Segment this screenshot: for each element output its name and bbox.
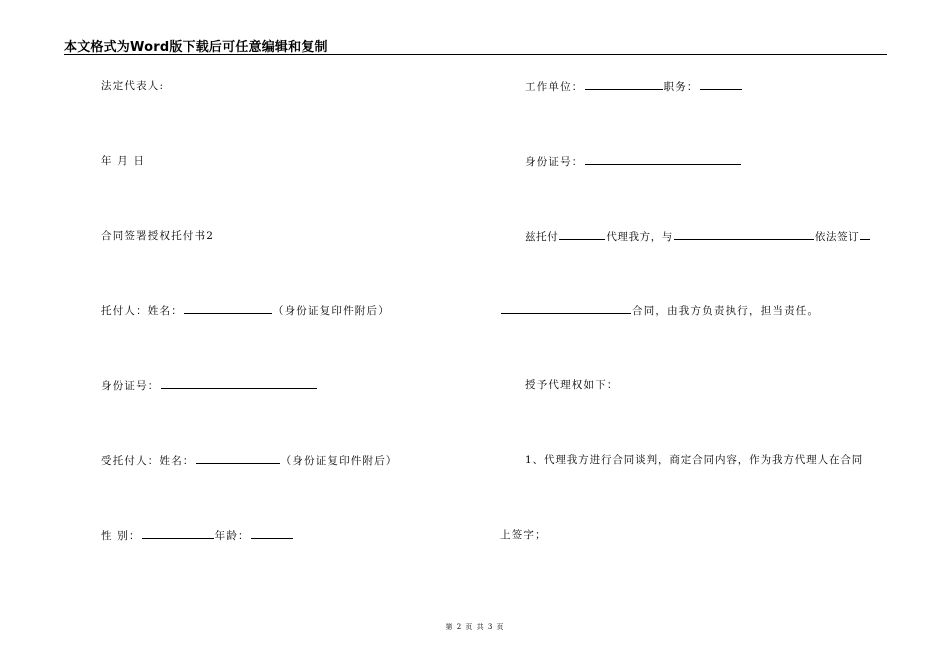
agent-id-label: 身份证号： <box>525 156 584 168</box>
authority-item-1: 1、代理我方进行合同谈判，商定合同内容，作为我方代理人在合同 <box>525 454 864 466</box>
principal-name-blank <box>184 303 272 314</box>
entrust-agent-text: 代理我方，与 <box>606 231 673 243</box>
position-blank <box>700 79 742 90</box>
position-label: 职务： <box>663 81 699 93</box>
agent-name-blank <box>196 453 280 464</box>
page-footer: 第 2 页 共 3 页 <box>445 623 505 631</box>
document-title: 合同签署授权托付书2 <box>101 230 215 242</box>
counterparty-blank <box>674 229 814 240</box>
age-blank <box>251 528 293 539</box>
agent-name-label: 受托付人：姓名： <box>101 455 195 467</box>
trailing-blank <box>860 229 870 240</box>
contract-line <box>500 303 819 318</box>
agent-id-blank <box>585 154 741 165</box>
entrust-label: 兹托付 <box>525 231 559 243</box>
authority-item-1-continued: 上签字； <box>500 529 547 541</box>
work-unit-line <box>525 79 743 94</box>
entrust-line <box>525 229 871 244</box>
work-unit-label: 工作单位： <box>525 81 584 93</box>
legal-rep-label: 法定代表人: <box>101 80 165 92</box>
gender-blank <box>142 528 214 539</box>
principal-id-label: 身份证号： <box>101 380 160 392</box>
principal-line <box>101 303 390 318</box>
gender-age-line <box>101 528 294 543</box>
age-label: 年龄： <box>214 530 250 542</box>
date-line: 年 月 日 <box>101 155 146 167</box>
principal-name-label: 托付人：姓名： <box>101 305 183 317</box>
agent-line <box>101 453 398 468</box>
entrust-sign-text: 依法签订 <box>814 231 860 243</box>
principal-id-blank <box>161 378 317 389</box>
contract-name-blank <box>501 303 631 314</box>
contract-tail-text: 合同，由我方负责执行，担当责任。 <box>632 305 820 317</box>
header-title: 本文格式为Word版下载后可任意编辑和复制 <box>64 40 328 55</box>
principal-id-note: （身份证复印件附后） <box>272 305 390 317</box>
agent-id-note: （身份证复印件附后） <box>280 455 398 467</box>
entrust-blank <box>559 229 605 240</box>
principal-id-line <box>101 378 318 393</box>
work-unit-blank <box>585 79 663 90</box>
agent-id-line <box>525 154 742 169</box>
authority-heading: 授予代理权如下： <box>525 379 619 391</box>
page-header <box>64 36 887 55</box>
gender-label: 性 别： <box>101 530 141 542</box>
